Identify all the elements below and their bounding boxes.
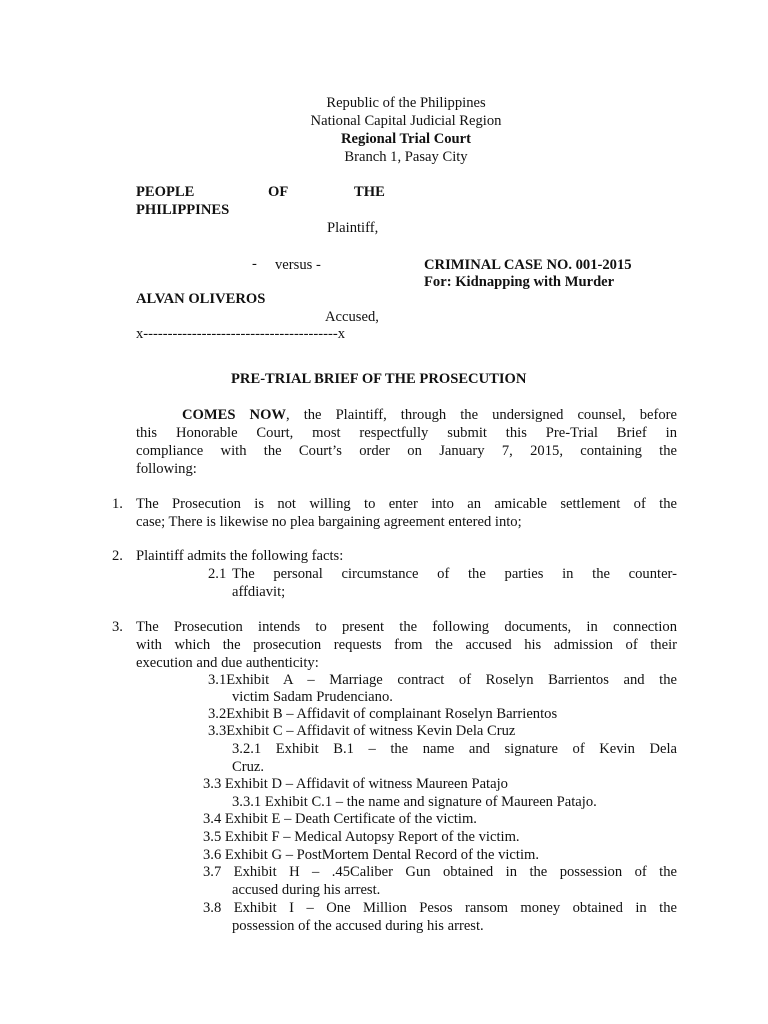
intro-line-3: compliance with the Court’s order on January 7, 2015, containing the: [136, 443, 677, 459]
versus-dash: -: [252, 256, 257, 272]
exhibit-3-5: 3.5 Exhibit F – Medical Autopsy Report of the victim.: [203, 829, 520, 845]
header-branch: Branch 1, Pasay City: [344, 149, 468, 165]
exhibit-3-8-line-2: possession of the accused during his arrest.: [232, 918, 484, 934]
item-2-1-line-2: affdiavit;: [232, 584, 286, 600]
exhibit-3-3: 3.3Exhibit C – Affidavit of witness Kevin Dela Cruz: [208, 723, 516, 739]
item-1-line-2: case; There is likewise no plea bargaining agreement entered into;: [136, 514, 522, 530]
item-3-line-1: The Prosecution intends to present the following documents, in connection: [136, 619, 677, 635]
header-court: Regional Trial Court: [341, 131, 471, 147]
plaintiff-name-people: PEOPLE: [136, 184, 195, 200]
exhibit-3-7-line-2: accused during his arrest.: [232, 882, 381, 898]
exhibit-3-2-1-line-2: Cruz.: [232, 759, 265, 775]
item-3-line-2: with which the prosecution requests from the accused his admission of their: [136, 637, 677, 653]
exhibit-3-1-line-1: 3.1Exhibit A – Marriage contract of Roselyn Barrientos and the: [208, 672, 677, 688]
exhibit-3-4: 3.4 Exhibit E – Death Certificate of the victim.: [203, 811, 477, 827]
plaintiff-name-the: THE: [354, 184, 385, 200]
exhibit-3-7-line-1: 3.7 Exhibit H – .45Caliber Gun obtained in the possession of the: [203, 864, 677, 880]
exhibit-3-8-line-1: 3.8 Exhibit I – One Million Pesos ransom money obtained in the: [203, 900, 677, 916]
intro-line-2: this Honorable Court, most respectfully submit this Pre-Trial Brief in: [136, 425, 677, 441]
intro-lead: COMES NOW: [182, 407, 287, 423]
plaintiff-name-of: OF: [268, 184, 289, 200]
accused-role: Accused,: [325, 309, 379, 325]
document-title: PRE-TRIAL BRIEF OF THE PROSECUTION: [231, 371, 527, 387]
exhibit-3-2: 3.2Exhibit B – Affidavit of complainant Roselyn Barrientos: [208, 706, 558, 722]
versus-label: versus -: [275, 257, 321, 273]
accused-name: ALVAN OLIVEROS: [136, 291, 266, 307]
exhibit-3-2-1-line-1: 3.2.1 Exhibit B.1 – the name and signature of Kevin Dela: [232, 741, 677, 757]
item-2-1-line-1: The personal circumstance of the parties in the counter-: [232, 566, 677, 582]
intro-line-1: [182, 407, 677, 425]
header-region: National Capital Judicial Region: [310, 113, 502, 129]
case-number: CRIMINAL CASE NO. 001-2015: [424, 257, 632, 273]
item-2-1-number: 2.1: [208, 566, 227, 582]
plaintiff-role: Plaintiff,: [327, 220, 379, 236]
exhibit-3-3-d: 3.3 Exhibit D – Affidavit of witness Maureen Patajo: [203, 776, 508, 792]
case-offense: For: Kidnapping with Murder: [424, 274, 615, 290]
intro-line-1-text: , the Plaintiff, through the undersigned counsel, before: [286, 407, 677, 423]
intro-line-4: following:: [136, 461, 197, 477]
item-3-line-3: execution and due authenticity:: [136, 655, 319, 671]
item-2-line-1: Plaintiff admits the following facts:: [136, 548, 344, 564]
plaintiff-name-philippines: PHILIPPINES: [136, 202, 230, 218]
item-1-number: 1.: [112, 496, 123, 512]
item-2-number: 2.: [112, 548, 123, 564]
exhibit-3-3-1: 3.3.1 Exhibit C.1 – the name and signature of Maureen Patajo.: [232, 794, 597, 810]
item-3-number: 3.: [112, 619, 123, 635]
exhibit-3-6: 3.6 Exhibit G – PostMortem Dental Record of the victim.: [203, 847, 540, 863]
item-1-line-1: The Prosecution is not willing to enter into an amicable settlement of the: [136, 496, 677, 512]
caption-separator: x----------------------------------------x: [136, 326, 345, 342]
header-republic: Republic of the Philippines: [326, 95, 486, 111]
exhibit-3-1-line-2: victim Sadam Prudenciano.: [232, 689, 393, 705]
